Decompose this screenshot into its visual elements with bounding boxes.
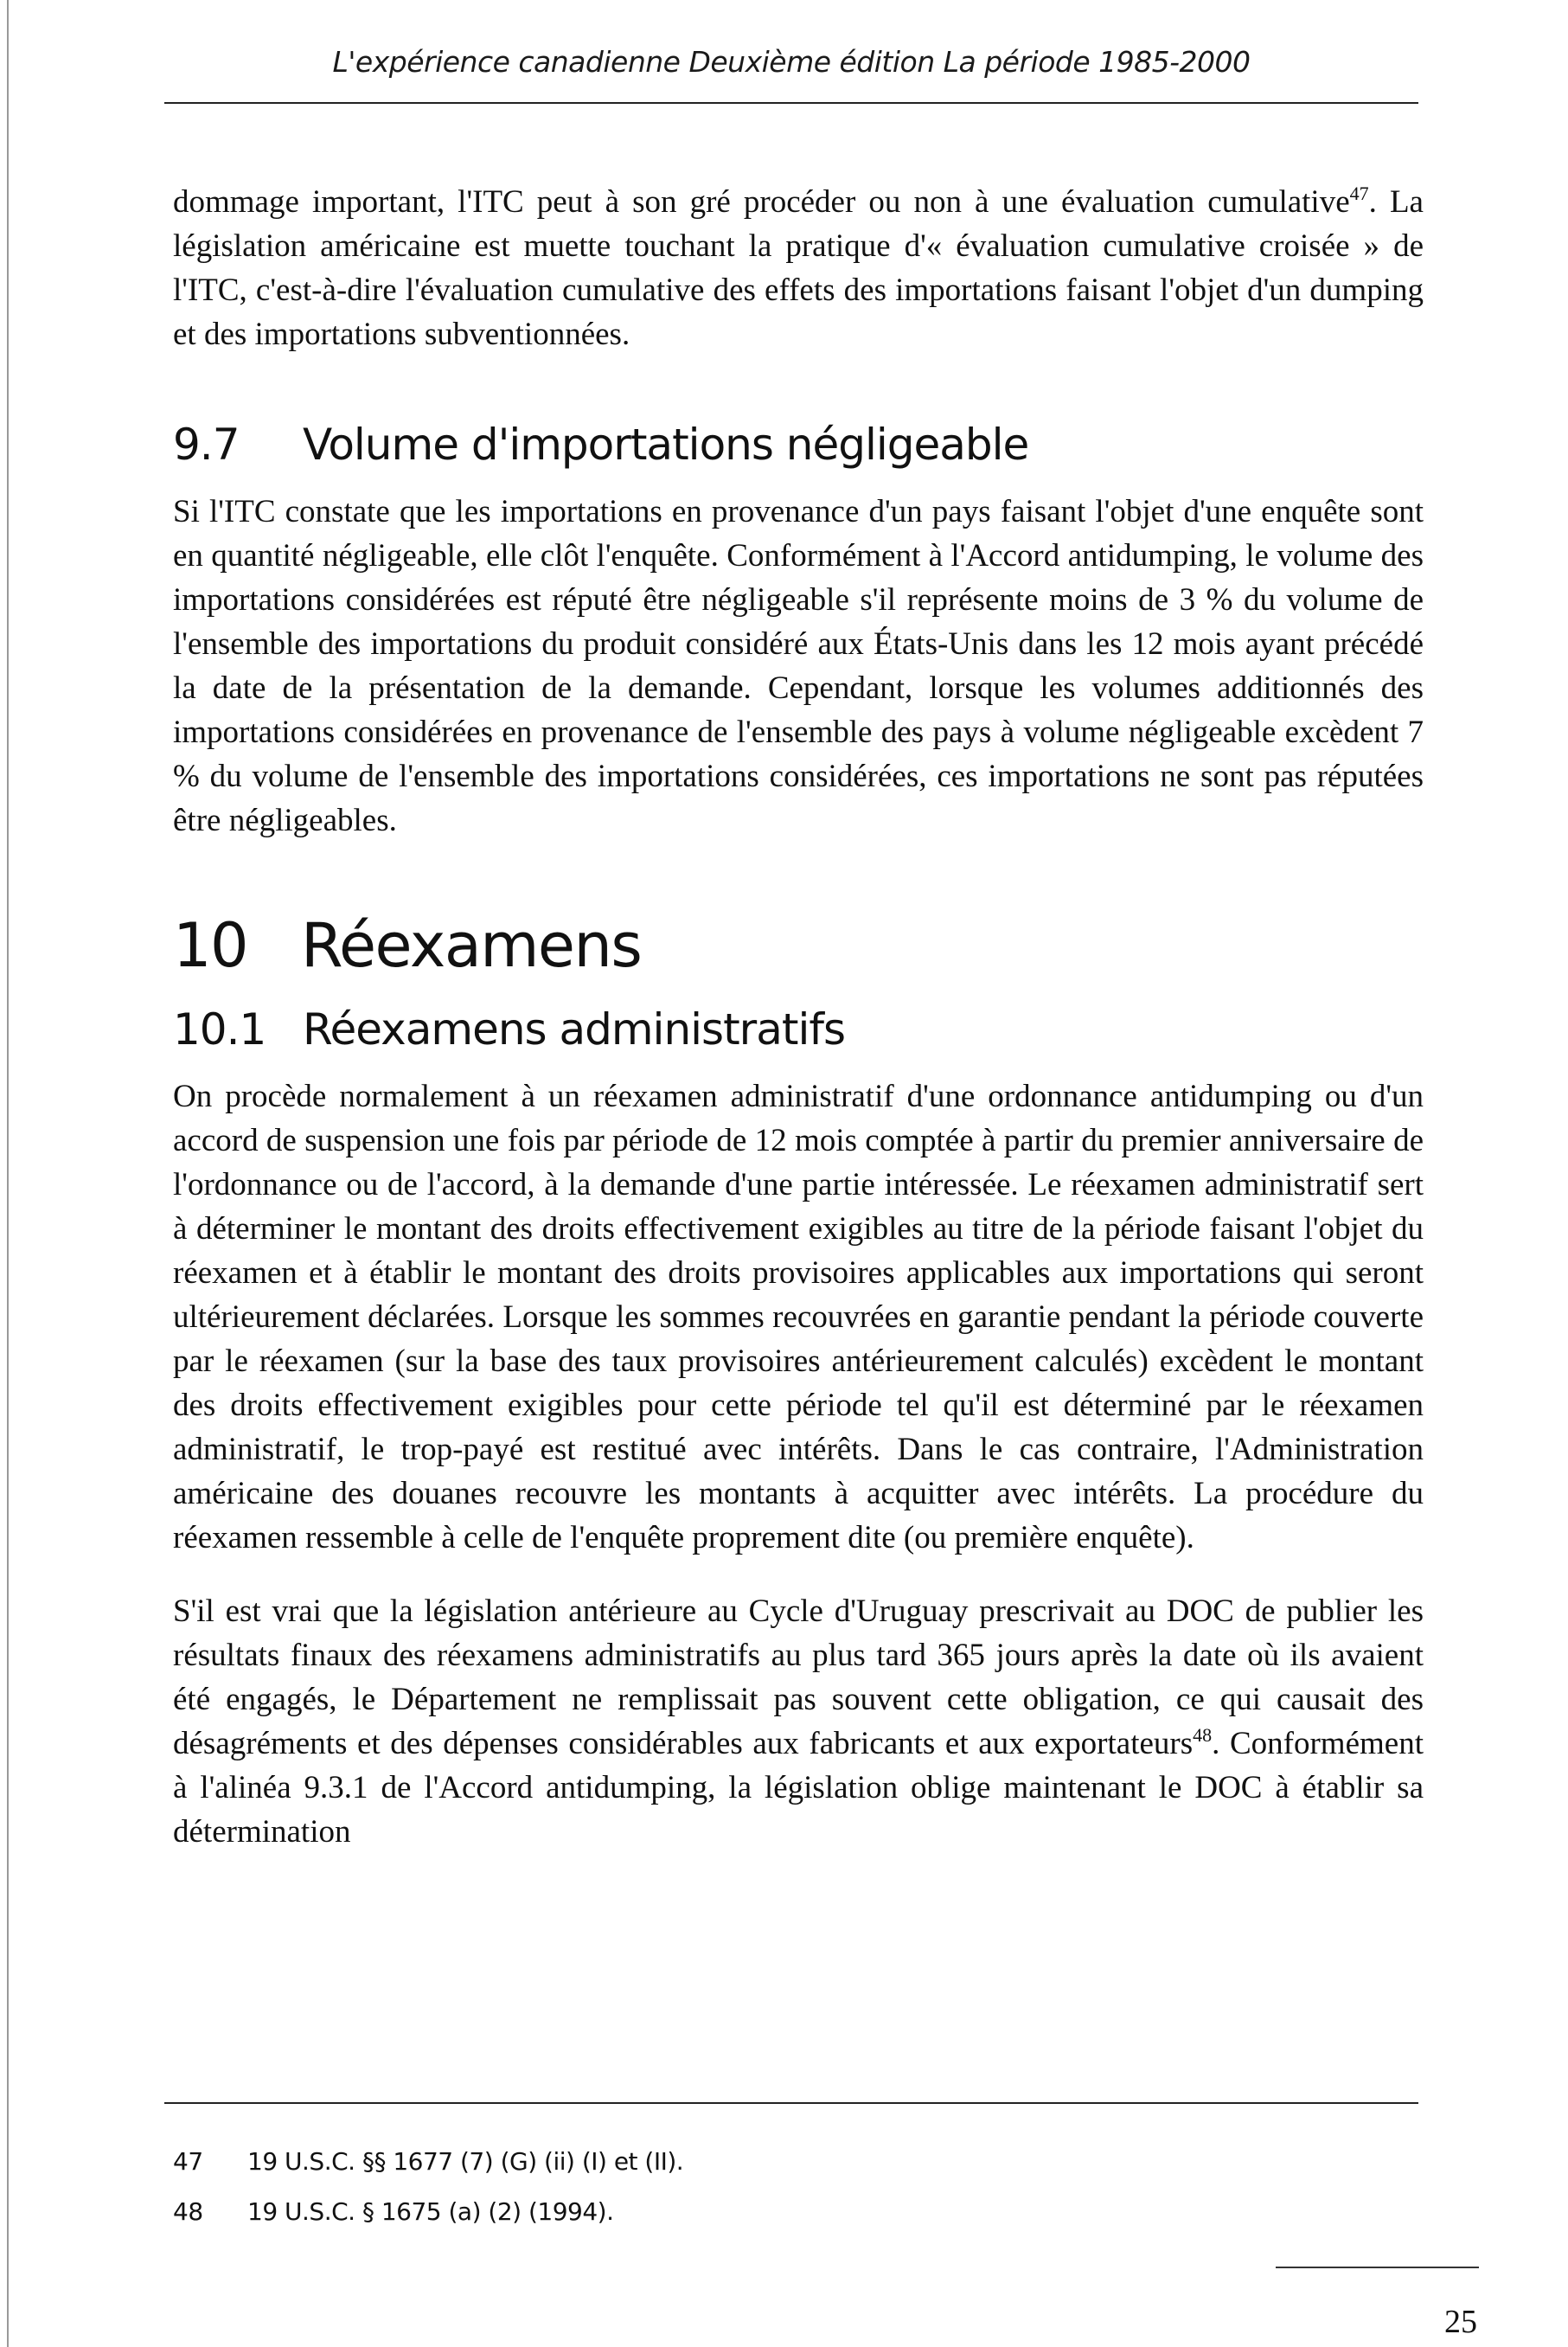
footnote-rule [164, 2102, 1418, 2104]
section-title: Réexamens administratifs [303, 1004, 846, 1055]
footnote-text: 19 U.S.C. § 1675 (a) (2) (1994). [247, 2197, 614, 2226]
page-number-rule [1276, 2267, 1479, 2268]
paragraph-text-tail: . Conformément à l'alinéa 9.3.1 de l'Accord antidumping, la législation oblige maintenant le DOC à établir sa détermination [173, 1726, 1424, 1850]
paragraph-negligible-volume: Si l'ITC constate que les importations en provenance d'un pays faisant l'objet d'une enquête sont en quantité négligeable, elle clôt l'enquête. Conformément à l'Accord antidumping, le volume des importations considérées est réputé être négligeable s'il représente moins de 3 % du volume de l'ensemble des importations du produit considéré aux États-Unis dans les 12 mois ayant précédé la date de la présentation de la demande. Cependant, lorsque les volumes additionnés des importations considérées en provenance de l'ensemble des pays à volume négligeable excèdent 7 % du volume de l'ensemble des importations considérées, ces importations ne sont pas réputées être négligeables. [173, 494, 1424, 838]
footnote-ref-47[interactable]: 47 [1349, 183, 1369, 204]
page-edge-rule [7, 0, 9, 2347]
section-heading-9-7 [173, 417, 1424, 472]
section-number: 10.1 [173, 1004, 266, 1055]
header-rule [164, 102, 1418, 104]
section-title: Volume d'importations négligeable [303, 420, 1029, 470]
footnote-48 [173, 2187, 683, 2237]
paragraph-text-tail: . La législation américaine est muette touchant la pratique d'« évaluation cumulative croisée » de l'ITC, c'est-à-dire l'évaluation cumulative des effets des importations faisant l'objet d'un dumping et des importations subventionnées. [173, 184, 1424, 352]
main-text [173, 180, 1424, 1854]
footnotes [173, 2137, 683, 2237]
footnote-text: 19 U.S.C. §§ 1677 (7) (G) (ii) (I) et (II). [247, 2147, 684, 2176]
paragraph-text: dommage important, l'ITC peut à son gré procéder ou non à une évaluation cumulative [173, 184, 1350, 220]
footnote-number: 47 [173, 2147, 203, 2176]
paragraph-continuation [173, 180, 1424, 356]
section-heading-10-1 [173, 1002, 1424, 1057]
chapter-number: 10 [173, 910, 248, 981]
page-number: 25 [1444, 2304, 1477, 2340]
chapter-title: Réexamens [301, 910, 642, 981]
footnote-number: 48 [173, 2197, 203, 2226]
section-number: 9.7 [173, 420, 240, 470]
footnote-47 [173, 2137, 683, 2187]
footnote-ref-48[interactable]: 48 [1193, 1724, 1213, 1746]
running-header: L'expérience canadienne Deuxième édition La période 1985-2000 [332, 45, 1251, 79]
paragraph-administrative-review: On procède normalement à un réexamen administratif d'une ordonnance antidumping ou d'un accord de suspension une fois par période de 12 mois comptée à partir du premier anniversaire de l'ordonnance ou de l'accord, à la demande d'une partie intéressée. Le réexamen administratif sert à déterminer le montant des droits effectivement exigibles au titre de la période faisant l'objet du réexamen et à établir le montant des droits provisoires applicables aux importations qui seront ultérieurement déclarées. Lorsque les sommes recouvrées en garantie pendant la période couverte par le réexamen (sur la base des taux provisoires antérieurement calculés) excèdent le montant des droits effectivement exigibles pour cette période tel qu'il est déterminé par le réexamen administratif, le trop-payé est restitué avec intérêts. Dans le cas contraire, l'Administration américaine des douanes recouvre les montants à acquitter avec intérêts. La procédure du réexamen ressemble à celle de l'enquête proprement dite (ou première enquête). [173, 1079, 1424, 1555]
chapter-heading-10 [173, 908, 1424, 983]
paragraph-uruguay-round [173, 1589, 1424, 1854]
paragraph-text: S'il est vrai que la législation antérieure au Cycle d'Uruguay prescrivait au DOC de publier les résultats finaux des réexamens administratifs au plus tard 365 jours après la date où ils avaient été engagés, le Département ne remplissait pas souvent cette obligation, ce qui causait des désagréments et des dépenses considérables aux fabricants et aux exportateurs [173, 1594, 1424, 1761]
